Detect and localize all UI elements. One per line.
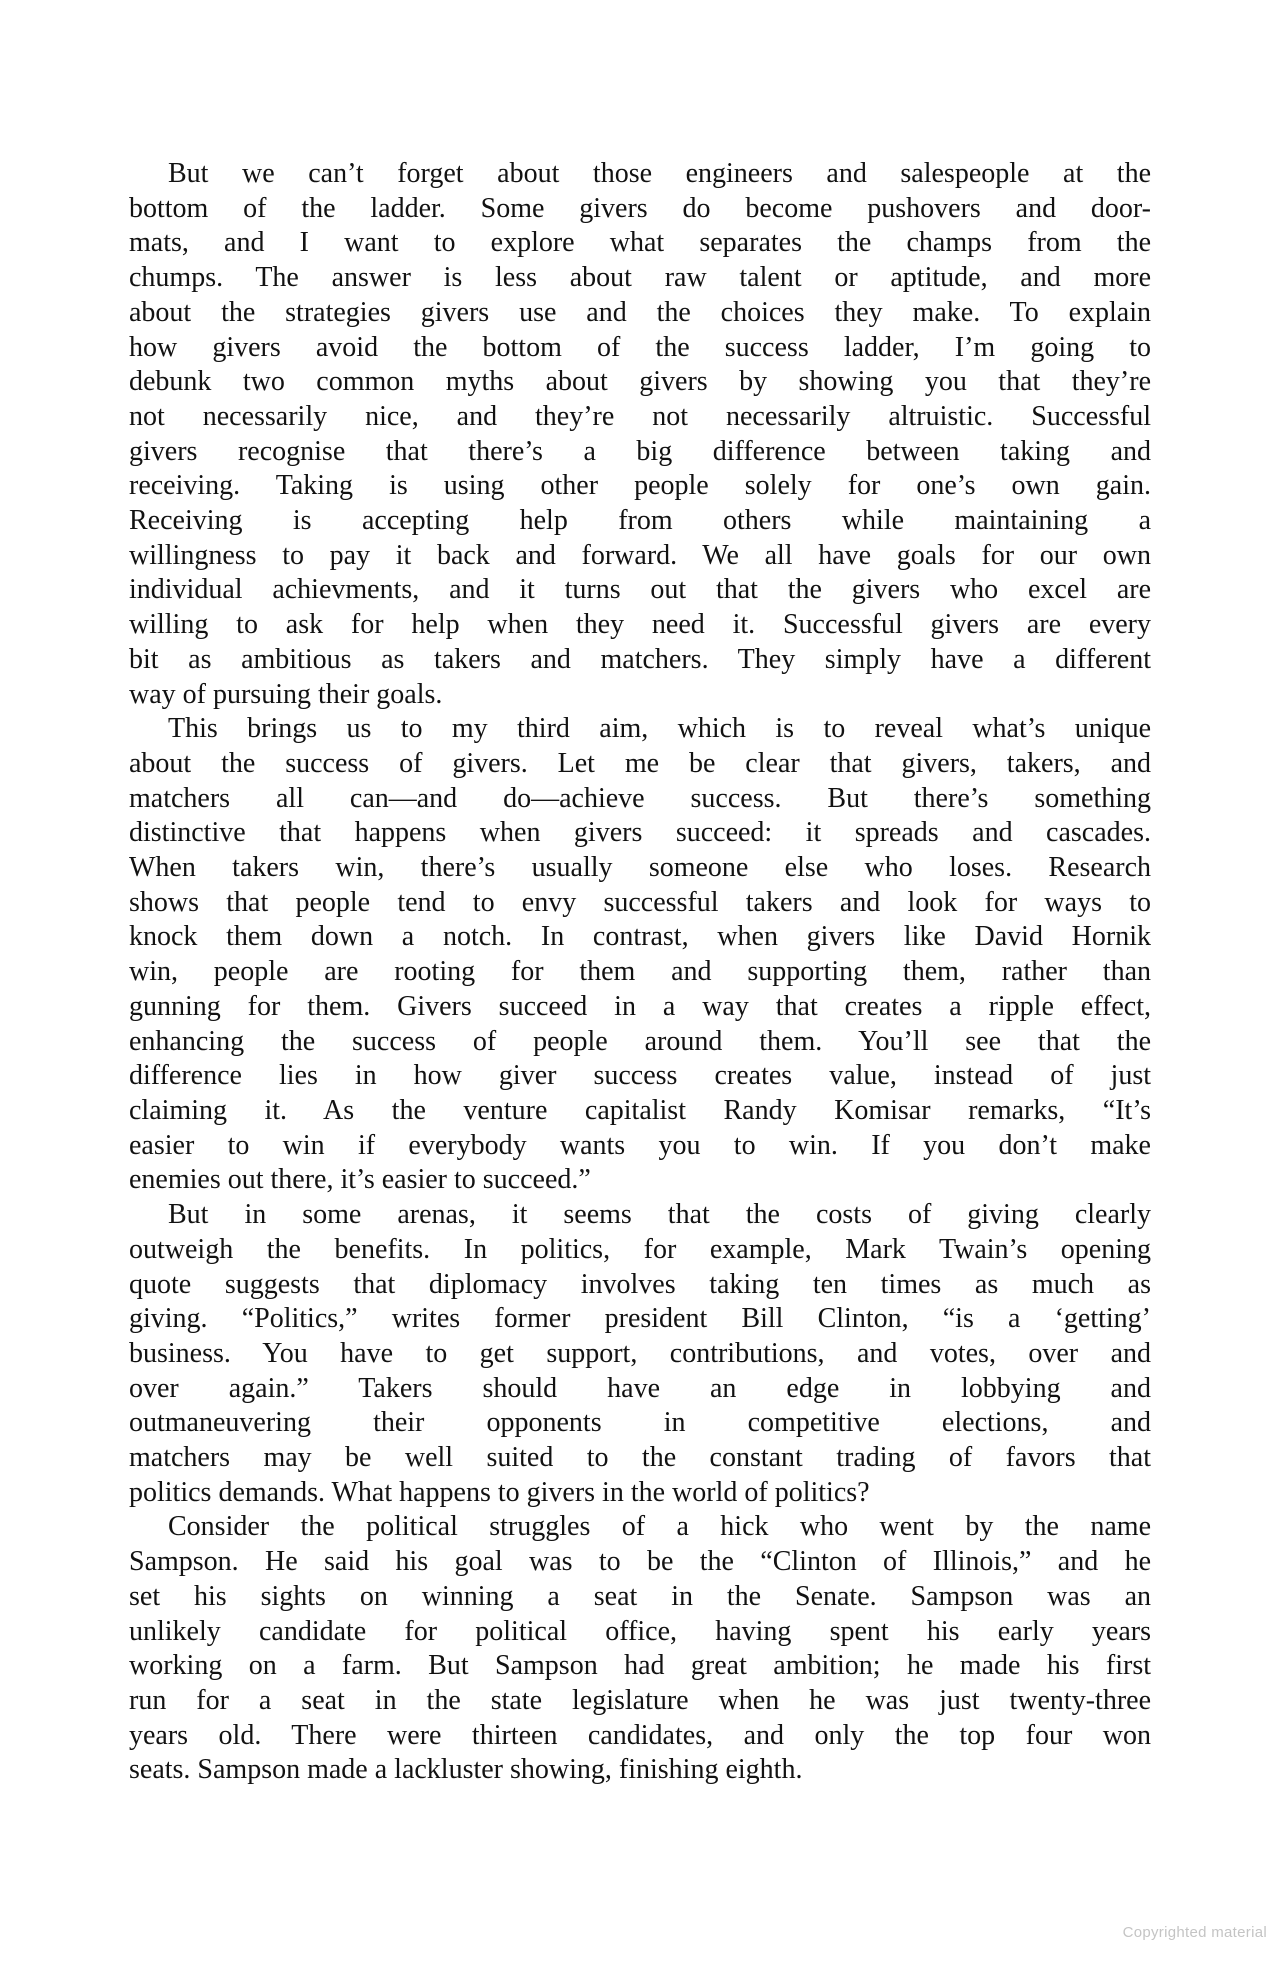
text-line: When takers win, there’s usually someone else who loses. Research — [129, 852, 1151, 884]
text-block — [129, 157, 1151, 1788]
text-line: matchers all can—and do—achieve success. But there’s something — [129, 782, 1151, 814]
text-line: years old. There were thirteen candidates, and only the top four won — [129, 1719, 1151, 1751]
text-line: outmaneuvering their opponents in competitive elections, and — [129, 1407, 1151, 1439]
text-line: giving. “Politics,” writes former president Bill Clinton, “is a ‘getting’ — [129, 1303, 1151, 1335]
text-line: mats, and I want to explore what separates the champs from the — [129, 227, 1151, 259]
text-line: But in some arenas, it seems that the costs of giving clearly — [168, 1199, 1151, 1231]
text-line: seats. Sampson made a lackluster showing, finishing eighth. — [129, 1754, 803, 1786]
text-line: Sampson. He said his goal was to be the “Clinton of Illinois,” and he — [129, 1546, 1151, 1578]
text-line: about the success of givers. Let me be clear that givers, takers, and — [129, 747, 1151, 779]
text-line: enhancing the success of people around them. You’ll see that the — [129, 1025, 1151, 1057]
text-line: business. You have to get support, contributions, and votes, over and — [129, 1337, 1151, 1369]
text-line: bit as ambitious as takers and matchers. They simply have a different — [129, 643, 1151, 675]
text-line: difference lies in how giver success creates value, instead of just — [129, 1060, 1151, 1092]
text-line: willing to ask for help when they need it. Successful givers are every — [129, 609, 1151, 641]
text-line: working on a farm. But Sampson had great ambition; he made his first — [129, 1650, 1151, 1682]
text-line: willingness to pay it back and forward. We all have goals for our own — [129, 539, 1151, 571]
text-line: not necessarily nice, and they’re not necessarily altruistic. Successful — [129, 400, 1151, 432]
text-line: chumps. The answer is less about raw talent or aptitude, and more — [129, 262, 1151, 294]
text-line: receiving. Taking is using other people solely for one’s own gain. — [129, 470, 1151, 502]
paragraph — [129, 1198, 1151, 1510]
text-line: set his sights on winning a seat in the Senate. Sampson was an — [129, 1580, 1151, 1612]
text-line: how givers avoid the bottom of the success ladder, I’m going to — [129, 331, 1151, 363]
text-line: about the strategies givers use and the choices they make. To explain — [129, 296, 1151, 328]
text-line: givers recognise that there’s a big difference between taking and — [129, 435, 1151, 467]
paragraph — [129, 712, 1151, 1198]
text-line: individual achievments, and it turns out that the givers who excel are — [129, 574, 1151, 606]
text-line: enemies out there, it’s easier to succeed.” — [129, 1164, 591, 1196]
text-line: This brings us to my third aim, which is to reveal what’s unique — [168, 713, 1151, 745]
text-line: run for a seat in the state legislature when he was just twenty-three — [129, 1684, 1151, 1716]
text-line: outweigh the benefits. In politics, for example, Mark Twain’s opening — [129, 1233, 1151, 1265]
text-line: Consider the political struggles of a hick who went by the name — [168, 1511, 1151, 1543]
paragraph — [129, 1510, 1151, 1788]
text-line: bottom of the ladder. Some givers do become pushovers and door- — [129, 192, 1151, 224]
text-line: unlikely candidate for political office, having spent his early years — [129, 1615, 1151, 1647]
copyright-watermark-text: Copyrighted material — [1122, 1924, 1267, 1941]
text-line: over again.” Takers should have an edge in lobbying and — [129, 1372, 1151, 1404]
text-line: way of pursuing their goals. — [129, 678, 443, 710]
text-line: gunning for them. Givers succeed in a way that creates a ripple effect, — [129, 990, 1151, 1022]
text-line: distinctive that happens when givers succeed: it spreads and cascades. — [129, 817, 1151, 849]
text-line: Receiving is accepting help from others while maintaining a — [129, 505, 1151, 537]
paragraph — [129, 157, 1151, 712]
text-line: win, people are rooting for them and supporting them, rather than — [129, 956, 1151, 988]
text-line: quote suggests that diplomacy involves taking ten times as much as — [129, 1268, 1151, 1300]
text-line: debunk two common myths about givers by showing you that they’re — [129, 366, 1151, 398]
text-line: matchers may be well suited to the constant trading of favors that — [129, 1442, 1151, 1474]
text-line: knock them down a notch. In contrast, when givers like David Hornik — [129, 921, 1151, 953]
text-line: politics demands. What happens to givers in the world of politics? — [129, 1476, 870, 1508]
text-line: claiming it. As the venture capitalist Randy Komisar remarks, “It’s — [129, 1094, 1151, 1126]
text-line: easier to win if everybody wants you to win. If you don’t make — [129, 1129, 1151, 1161]
text-line: shows that people tend to envy successful takers and look for ways to — [129, 886, 1151, 918]
text-line: But we can’t forget about those engineers and salespeople at the — [168, 158, 1151, 189]
